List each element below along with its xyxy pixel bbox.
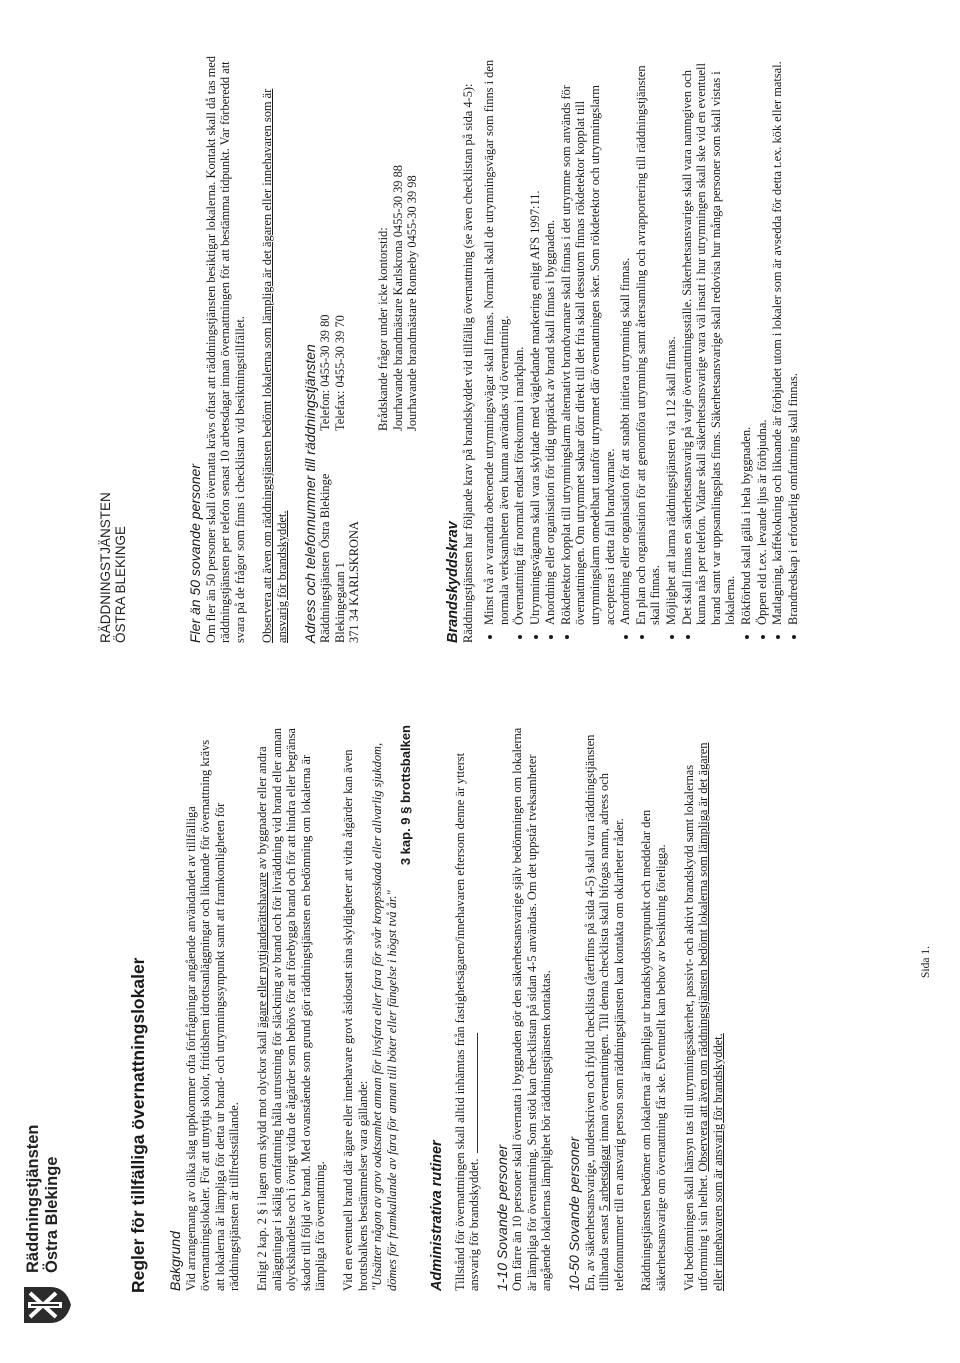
vid-bedomningen-pre: Vid bedömningen skall hänsyn tas till utrymningssäkerhet, passivt- och aktivt brandskydd samt lokalernas utformning i sin helhet. <box>681 764 711 1291</box>
telefax-line: Telefax: 0455-30 39 70 <box>332 315 347 431</box>
bedomer-text: Räddningstjänsten bedömer om lokalerna är lämpliga ur brandskyddssynpunkt och meddelar den säkerhetsansvarige om övernattning får ske. Eventuellt kan behov av besiktning föreligga. <box>639 809 669 1291</box>
org-name-right-line1: RÄDDNINGSTJÄNSTEN <box>98 492 113 643</box>
s110-heading: 1-10 Sovande personer <box>493 1144 510 1291</box>
enligt-paragraph <box>255 725 328 1291</box>
quote-reference: 3 kap. 9 § brottsbalken <box>398 725 414 866</box>
brandskydd-requirements-list <box>482 45 800 643</box>
bakgrund-text: Vid arrangemang av olika slag uppkommer ofta förfrågningar angående användandet av tillfälliga övernattningslokaler. För att utnyttja skolor, fritidshem idrottsanläggningar och liknande för övernattning krävs att lokalerna är lämpliga för detta ur brand- och utrymningssynpunkt samt att framkomligheten för räddningstjänsten är tillfredsställande. <box>183 739 242 1291</box>
list-item: • Rökförbud skall gälla i hela byggnaden. <box>739 45 754 625</box>
bradskande-line: Brådskande frågor under icke kontorstid: <box>375 227 390 431</box>
address-line2: Blekingegatan 1 <box>332 562 347 643</box>
list-item: • Det skall finnas en säkerhetsansvarig på varje övernattningsställe. Säkerhetsansvarige skall vara namngiven och kunna nås per telefon. Vidare skall säkerhetsansvarige vara väl insatt i hur utrymningen skall ske vid en eventuell brand samt var uppsamlingsplats finns. Säkerhetsansvarige skall redovisa hur många personer som skall vistas i lokalerna. <box>680 45 738 625</box>
org-name-line1: Räddningstjänsten <box>24 1124 42 1273</box>
list-item: • Övernattning får normalt endast förekomma i markplan. <box>512 45 527 625</box>
header-org-name-right <box>98 492 128 643</box>
s1050-heading: 10-50 Sovande personer <box>566 1136 583 1291</box>
brandskydd-intro: Räddningstjänsten har följande krav på brandskyddet vid tillfällig övernattning (se även checklistan på sida 4-5): <box>461 83 476 643</box>
s1050-pre: En, av säkerhetsansvarige, underskriven och ifylld checklista (återfinns på sida 4-5) skall vara räddningstjänsten tillhanda senast <box>582 734 612 1291</box>
list-item: • Minst två av varandra oberoende utrymningsvägar skall finnas. Normalt skall de utrymningsvägar som finns i den normala verksamheten även kunna användas vid övernattning. <box>482 45 511 625</box>
list-item: • Utrymningsvägarna skall vara skyltade med vägledande markering enligt AFS 1997:11. <box>528 45 543 625</box>
s1050-underline: 5 arbetsdagar <box>597 1144 612 1212</box>
list-item: • Anordning eller organisation för att snabbt initiera utrymning skall finnas. <box>618 45 633 625</box>
logo <box>22 1285 72 1325</box>
s1050-post: innan övernattningen. Till denna checklista skall bifogas namn, adress och telefonnummer till en ansvarig person som räddningstjänsten kan kontakta om oklarheter råder. <box>597 773 626 1291</box>
list-item: • En plan och organisation för att genomföra utrymning samt återsamling och avrapportering till räddningstjänsten skall finnas. <box>634 45 663 625</box>
list-item: • Möjlighet att larma räddningstjänsten via 112 skall finnas. <box>664 45 679 625</box>
jour-karlskrona-line: Jourhavande brandmästare Karlskrona 0455-30 39 88 <box>390 165 405 431</box>
vid-bedomningen-paragraph <box>682 725 726 1291</box>
blank-line <box>477 1033 478 1153</box>
admin-heading: Administrativa rutiner <box>428 1140 445 1291</box>
address-block <box>318 45 362 643</box>
document-title: Regler för tillfälliga övernattningslokaler <box>128 957 148 1293</box>
observera-text: Observera att även om räddningstjänsten bedömt lokalerna som lämpliga är det ägaren eller innehavaren som är ansvarig för brandskyddet. <box>260 88 289 643</box>
list-item: • Rökdetektor kopplat till utrymningslarm alternativt brandvarnare skall finnas i det utrymme som används för övernattningen. Om utrymmet saknar dörr direkt till det fria skall dessutom finnas rökdetektor kopplat till utrymningslarm omedelbart utanför utrymmet där övernattningen sker. Som rökdetektor och utrymningslarm accepteras i detta fall brandvarnare. <box>559 45 617 625</box>
address-line3: 371 34 KARLSKRONA <box>347 521 362 643</box>
vid-brand-text: Vid en eventuell brand där ägare eller innehavare grovt åsidosatt sina skyldigheter att vidta åtgärder kan även brottsbalkens bestämmelser vara gällande: <box>340 749 370 1291</box>
right-column <box>188 45 801 643</box>
brottsbalken-quote: "Utsätter någon av grov oaktsamhet annan för livsfara eller fara för svår kroppsskada eller allvarlig sjukdom, dömes för framkallande av fara för annan till böter eller fängelse i högst två år." <box>370 742 399 1291</box>
fler-heading: Fler än 50 sovande personer <box>187 464 203 643</box>
admin-text-content: Tillstånd för övernattningen skall alltid inhämtas från fastighetsägaren/innehavaren eftersom denne är ytterst ansvarig för brandskyddet. <box>452 752 482 1291</box>
list-item: • Brandredskap i erforderlig omfattning skall finnas. <box>786 45 801 625</box>
s110-text: Om färre än 10 personer skall övernatta i byggnaden gör den säkerhetsansvarige själv bedömningen om lokalerna är lämpliga för övernattning. Som stöd kan checklistan på sidan 4-5 användas. Om det uppstår tveksamheter angående lokalernas lämplighet bör räddningstjänsten kontaktas. <box>510 727 554 1291</box>
list-item: • Öppen eld t.ex. levande ljus är förbjudna. <box>755 45 770 625</box>
left-column <box>168 725 738 1291</box>
fler-text: Om fler än 50 personer skall övernatta krävs oftast att räddningstjänsten besiktigar lokalerna. Kontakt skall då tas med räddningstjänsten per telefon senast 10 arbetsdagar innan övernattningen för att bestämma tidpunkt. Var förberedd att svara på de frågor som finns i checklistan vid besiktningstillfället. <box>203 55 247 643</box>
bakgrund-heading: Bakgrund <box>167 1231 183 1291</box>
telephone-line: Telefon: 0455-30 39 80 <box>318 314 333 431</box>
jour-ronneby-line: Jourhavande brandmästare Ronneby 0455-30 39 98 <box>405 175 420 431</box>
enligt-pre: Enligt 2 kap. 2 § i lagen om skydd mot olyckor skall <box>254 1027 269 1291</box>
list-item: • Matlagning, kaffekokning och liknande är förbjudet utom i lokaler som är avsedda för detta t.ex. kök eller matsal. <box>770 45 785 625</box>
enligt-underline: ägare eller nyttjanderättshavare <box>254 872 269 1028</box>
emergency-contacts <box>376 45 420 431</box>
admin-text <box>453 725 482 1291</box>
org-name-right-line2: ÖSTRA BLEKINGE <box>113 525 128 643</box>
address-line1: Räddningstjänsten Östra Blekinge <box>318 473 333 643</box>
vid-bedomningen-underline: Observera att även om räddningstjänsten bedömt lokalerna som lämpliga är det ägaren eller innehavaren som är ansvarig för brandskyddet. <box>696 742 725 1291</box>
brandskydd-heading: Brandskyddskrav <box>444 521 461 643</box>
enligt-post: av byggnader eller andra anläggningar i skälig omfattning hålla utrustning för släckning av brand och för livräddning vid brand eller annan olyckshändelse och i övrigt vidta de åtgärder som behövs för att förebygga brand och för att hindra eller begränsa skador till följd av brand. Med ovanstående som grund gör räddningstjänsten en bedömning om lokalerna är lämpliga för övernattning. <box>254 728 328 1291</box>
header-org-name-left <box>24 1124 62 1273</box>
page-label: Sida 1. <box>920 946 932 978</box>
org-name-line2: Östra Blekinge <box>43 1156 61 1273</box>
shield-logo-icon <box>22 1285 72 1325</box>
s1050-paragraph <box>583 725 627 1291</box>
adress-heading: Adress och telefonnummer till räddningstjänsten <box>301 344 318 643</box>
list-item: • Anordning eller organisation för tidig upptäckt av brand skall finnas i byggnaden. <box>543 45 558 625</box>
